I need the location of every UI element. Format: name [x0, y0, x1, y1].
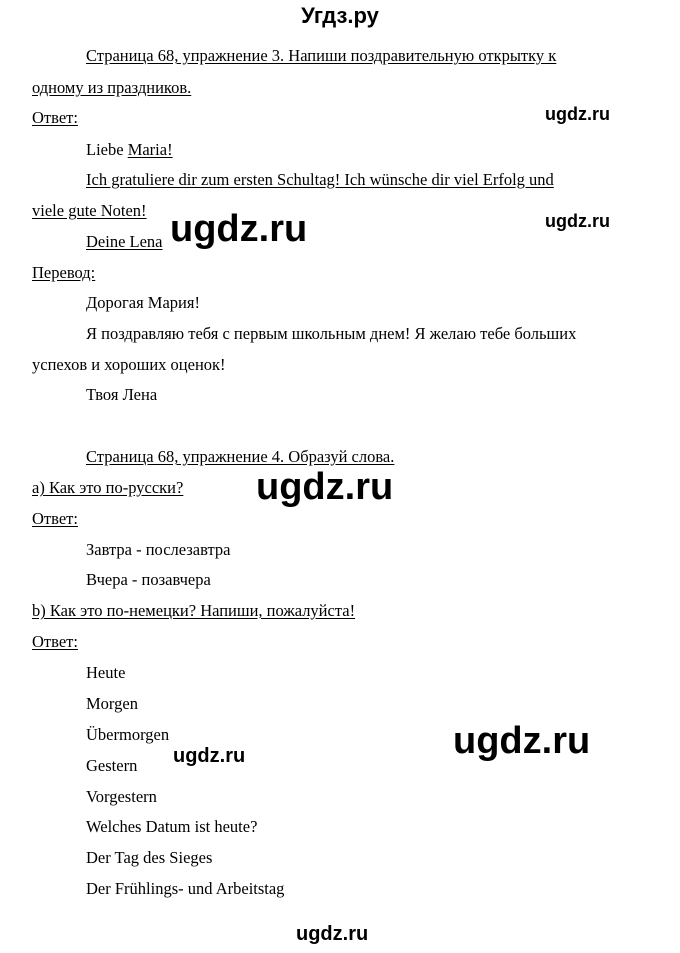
- watermark: ugdz.ru: [170, 208, 308, 250]
- watermark: ugdz.ru: [256, 466, 394, 508]
- translation-greeting: Дорогая Мария!: [86, 293, 200, 312]
- translation-signature: Твоя Лена: [86, 385, 158, 404]
- list-item: Der Frühlings- und Arbeitstag: [86, 879, 285, 898]
- card-greeting-prefix: Liebe: [86, 140, 128, 159]
- translation-body-line-1: Я поздравляю тебя с первым школьным днем! Я желаю тебе больших: [86, 324, 577, 343]
- exercise-4-answer-label-b: Ответ:: [32, 632, 78, 651]
- list-item: Morgen: [86, 694, 138, 713]
- list-item: Вчера - позавчера: [86, 570, 211, 589]
- card-body-line-1: Ich gratuliere dir zum ersten Schultag! Ich wünsche dir viel Erfolg und: [86, 170, 554, 189]
- translation-body-line-2: успехов и хороших оценок!: [32, 355, 226, 374]
- exercise-3-task-line-1: Страница 68, упражнение 3. Напиши поздравительную открытку к: [86, 46, 557, 65]
- exercise-4-task: Страница 68, упражнение 4. Образуй слова.: [86, 447, 395, 466]
- card-body-line-2: viele gute Noten!: [32, 201, 147, 220]
- card-signature: Deine Lena: [86, 232, 163, 251]
- list-item: Завтра - послезавтра: [86, 540, 231, 559]
- list-item: Heute: [86, 663, 126, 682]
- exercise-3-answer-label: Ответ:: [32, 108, 78, 127]
- list-item: Übermorgen: [86, 725, 170, 744]
- list-item: Welches Datum ist heute?: [86, 817, 258, 836]
- exercise-4-part-b: b) Как это по-немецки? Напиши, пожалуйста!: [32, 601, 356, 620]
- list-item: Vorgestern: [86, 787, 157, 806]
- watermark: ugdz.ru: [545, 104, 610, 124]
- card-greeting: [86, 140, 173, 160]
- watermark: ugdz.ru: [453, 720, 591, 762]
- site-header: Угдз.ру: [301, 3, 379, 28]
- translation-label: Перевод:: [32, 263, 96, 282]
- exercise-3-task-line-2: одному из праздников.: [32, 78, 192, 97]
- exercise-4-answer-label-a: Ответ:: [32, 509, 78, 528]
- watermark: ugdz.ru: [545, 211, 610, 231]
- watermark: ugdz.ru: [296, 923, 369, 945]
- watermark: ugdz.ru: [173, 745, 246, 767]
- card-greeting-name: Maria!: [127, 140, 173, 159]
- exercise-4-part-a: а) Как это по-русски?: [32, 478, 184, 497]
- list-item: Der Tag des Sieges: [86, 848, 213, 867]
- list-item: Gestern: [86, 756, 138, 775]
